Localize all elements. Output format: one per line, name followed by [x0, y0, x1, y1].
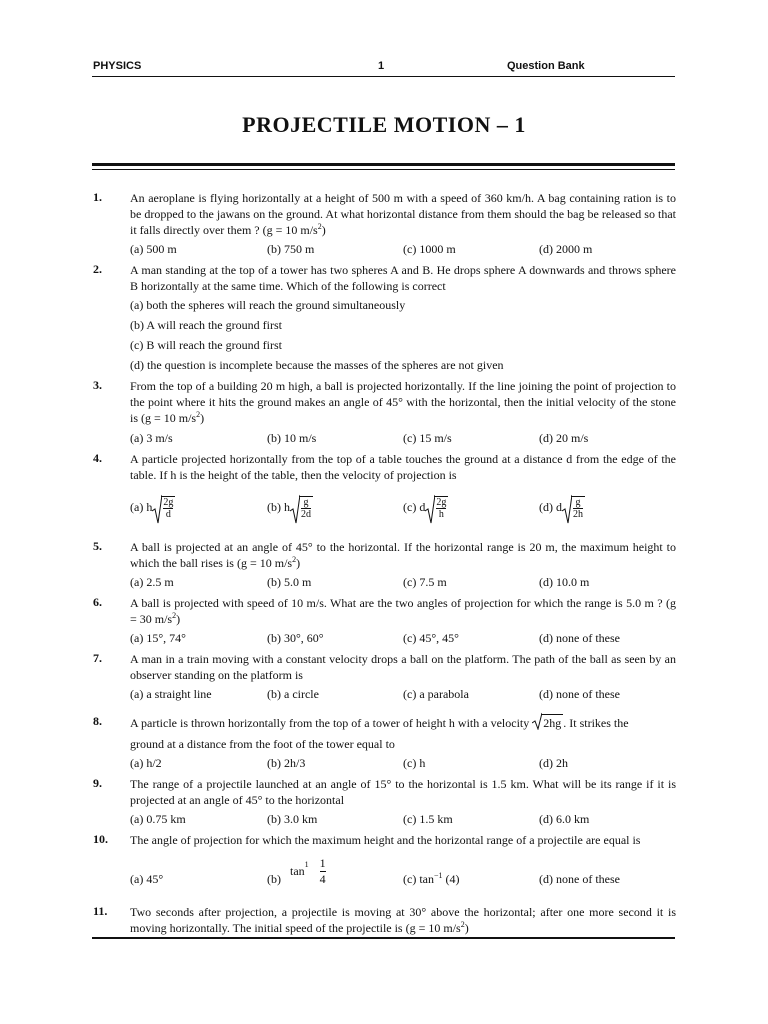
- option-a: (a) 45°: [130, 872, 164, 886]
- header-subject: PHYSICS: [93, 60, 142, 72]
- question-text: The angle of projection for which the maximum height and the horizontal range of a projectile are equal is: [130, 833, 641, 847]
- question-number: 1.: [93, 190, 102, 204]
- option-a: (a) both the spheres will reach the ground simultaneously: [130, 298, 406, 312]
- question-number: 2.: [93, 262, 102, 276]
- header-book: Question Bank: [507, 60, 585, 72]
- option-b: (b) 750 m: [267, 242, 315, 256]
- question-text: A ball is projected at an angle of 45° to the horizontal. If the horizontal range is 20 m, the maximum height to which the ball rises is (g = 10 $m/s^2$): [130, 540, 676, 570]
- question-text: A man in a train moving with a constant velocity drops a ball on the platform. The path of the ball as seen by an observer standing on the platform is: [130, 652, 676, 682]
- option-a: (a) 500 m: [130, 242, 177, 256]
- option-d: (d) 20 m/s: [539, 431, 589, 445]
- question-text: A man standing at the top of a tower has two spheres A and B. He drops sphere A downwards and throws sphere B horizontally at the same time. Which of the following is correct: [130, 263, 676, 293]
- question-number: 8.: [93, 714, 102, 728]
- question-number: 9.: [93, 776, 102, 790]
- option-b: (b) 30°, 60°: [267, 631, 324, 645]
- option-b: (b) 5.0 m: [267, 575, 312, 589]
- option-c: (c) 15 m/s: [403, 431, 452, 445]
- option-b: (b) $\tan^1$ $\frac{1}{4}$: [267, 856, 326, 886]
- question-text: An aeroplane is flying horizontally at a height of 500 m with a speed of 360 km/h. A bag containing ration is to be dropped to the jawans on the ground. At what horizontal distance from them should the bag be released so that it falls directly over them ? (g = 10 $m/s^2$): [130, 191, 676, 237]
- question-text: Two seconds after projection, a projectile is moving at 30° above the horizontal; after one more second it is moving horizontally. The initial speed of the projectile is (g = 10 $m/s^2$): [130, 905, 676, 935]
- option-b: (b) h $\frac{g}{2d}$: [267, 496, 313, 520]
- option-d: (d) 6.0 km: [539, 812, 590, 826]
- option-b: (b) 10 m/s: [267, 431, 317, 445]
- option-a: (a) a straight line: [130, 687, 212, 701]
- question-text: A ball is projected with speed of 10 m/s. What are the two angles of projection for which the range is 5.0 m ? (g = 30 $m/s^2$): [130, 596, 676, 626]
- option-d: (d) none of these: [539, 872, 620, 886]
- question-number: 11.: [93, 904, 108, 918]
- option-d: (d) none of these: [539, 687, 620, 701]
- option-c: (c) d $\frac{2g}{h}$: [403, 496, 448, 520]
- option-d: (d) 2000 m: [539, 242, 593, 256]
- page-title: PROJECTILE MOTION – 1: [242, 112, 526, 137]
- question-text: A particle is thrown horizontally from the top of a tower of height h with a velocity 2hg . It strikes the: [130, 714, 676, 731]
- option-b: (b) a circle: [267, 687, 319, 701]
- header-rule: [92, 76, 675, 77]
- question-number: 7.: [93, 651, 102, 665]
- option-a: (a) 0.75 km: [130, 812, 186, 826]
- option-c: (c) 1.5 km: [403, 812, 453, 826]
- option-d: (d) d $\frac{g}{2h}$: [539, 496, 585, 520]
- question-number: 5.: [93, 539, 102, 553]
- title-rule-thick: [92, 163, 675, 166]
- option-d: (d) the question is incomplete because the masses of the spheres are not given: [130, 358, 504, 372]
- option-d: (d) 10.0 m: [539, 575, 590, 589]
- header-page-number: 1: [378, 60, 385, 72]
- option-c: (c) $\tan^{-1} (4)$: [403, 871, 460, 886]
- option-a: (a) h $\frac{2g}{d}$: [130, 496, 175, 520]
- footer-rule: [92, 937, 675, 939]
- option-c: (c) 1000 m: [403, 242, 456, 256]
- option-d: (d) 2h: [539, 756, 568, 770]
- option-c: (c) h: [403, 756, 426, 770]
- option-c: (c) 7.5 m: [403, 575, 447, 589]
- option-c: (c) 45°, 45°: [403, 631, 459, 645]
- option-a: (a) 15°, 74°: [130, 631, 186, 645]
- question-text: A particle projected horizontally from the top of a table touches the ground at a distance d from the edge of the table. If h is the height of the table, then the velocity of projection is: [130, 452, 676, 482]
- option-a: (a) h/2: [130, 756, 162, 770]
- option-a: (a) 3 m/s: [130, 431, 173, 445]
- question-text: The range of a projectile launched at an angle of 15° to the horizontal is 1.5 km. What will be its range if it is projected at an angle of 45° to the horizontal: [130, 777, 676, 807]
- option-c: (c) B will reach the ground first: [130, 338, 282, 352]
- option-d: (d) none of these: [539, 631, 620, 645]
- option-b: (b) A will reach the ground first: [130, 318, 282, 332]
- question-text: From the top of a building 20 m high, a ball is projected horizontally. If the line joining the point of projection to the point where it hits the ground makes an angle of 45° with the horizontal, then the initial velocity of the stone is (g = 10 $m/s^2$): [130, 379, 676, 425]
- option-b: (b) 2h/3: [267, 756, 306, 770]
- title-rule-thin: [92, 169, 675, 170]
- question-number: 6.: [93, 595, 102, 609]
- question-number: 4.: [93, 451, 102, 465]
- question-text-continued: ground at a distance from the foot of the tower equal to: [130, 737, 395, 751]
- option-b: (b) 3.0 km: [267, 812, 318, 826]
- option-a: (a) 2.5 m: [130, 575, 174, 589]
- question-number: 10.: [93, 832, 108, 846]
- question-number: 3.: [93, 378, 102, 392]
- option-c: (c) a parabola: [403, 687, 469, 701]
